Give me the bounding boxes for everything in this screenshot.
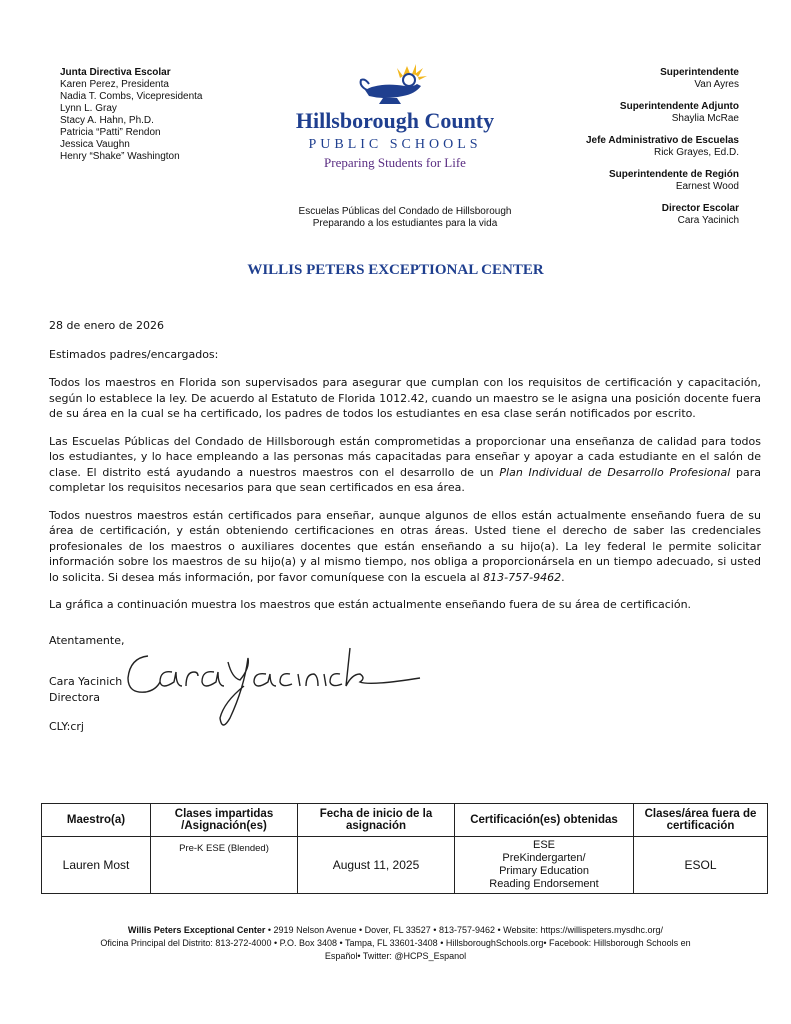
footer-contact: • 2919 Nelson Avenue • Dover, FL 33527 • 813-757-9462 • Website: https://willispeters.mysdhc.org/ <box>265 925 664 935</box>
column-header: Certificación(es) obtenidas <box>455 804 634 837</box>
board-member: Stacy A. Hahn, Ph.D. <box>60 115 154 126</box>
official-name: Rick Grayes, Ed.D. <box>653 147 739 158</box>
footer-school-name: Willis Peters Exceptional Center <box>127 925 266 935</box>
board-member: Jessica Vaughn <box>60 139 130 150</box>
official-name: Shaylia McRae <box>671 113 739 124</box>
official-title: Superintendente <box>660 67 739 78</box>
official-title: Jefe Administrativo de Escuelas <box>585 135 739 146</box>
letter-salutation: Estimados padres/encargados: <box>49 347 219 361</box>
column-header: Clases impartidas /Asignación(es) <box>151 804 298 837</box>
official-entry <box>479 101 739 125</box>
district-logo <box>285 60 505 170</box>
board-member: Nadia T. Combs, Vicepresidenta <box>60 91 203 102</box>
paragraph-text: Las Escuelas Públicas del Condado de Hillsborough están comprometidas a proporcionar una enseñanza de calidad para todos los estudiantes, y lo hace empleando a las personas más capacitadas para enseñar y apoyar a cada estudiante en el salón de clase. El distrito está ayudando a nuestros maestros con el desarrollo de un <box>49 434 761 479</box>
official-name: Earnest Wood <box>675 181 739 192</box>
paragraph-text: para completar los requisitos necesarios para que sean certificados en esa área. <box>49 465 761 494</box>
logo-subtitle: PUBLIC SCHOOLS <box>308 137 482 152</box>
official-title: Superintendente de Región <box>608 169 739 180</box>
page-footer <box>0 924 791 963</box>
letter-paragraph <box>49 508 761 586</box>
certification-table <box>41 803 768 894</box>
teacher-cell: Lauren Most <box>42 837 151 894</box>
footer-line: Español• Twitter: @HCPS_Espanol <box>324 951 467 961</box>
school-title: WILLIS PETERS EXCEPTIONAL CENTER <box>247 262 544 278</box>
table-header-row <box>42 804 768 837</box>
start-date-cell: August 11, 2025 <box>298 837 455 894</box>
letter-paragraph: Todos los maestros en Florida son supervisados para asegurar que cumplan con los requisitos de certificación y capacitación, según lo establece la ley. De acuerdo al Estatuto de Florida 1012.42, cuando un maestro se le asigna una posición docente fuera de su área en la cual se ha certificado, los padres de todos los estudiantes en esa clase serán notificados por escrito. <box>49 376 761 420</box>
certifications-cell <box>455 837 634 894</box>
official-title: Superintendente Adjunto <box>619 101 739 112</box>
board-member: Patricia “Patti” Rendon <box>60 127 161 138</box>
signer-name: Cara Yacinich <box>49 675 123 688</box>
letter-paragraph: La gráfica a continuación muestra los maestros que están actualmente enseñando fuera de su área de certificación. <box>49 598 692 611</box>
letter-initials: CLY:crj <box>49 720 84 733</box>
board-member: Karen Perez, Presidenta <box>60 79 169 90</box>
subtitle-line: Preparando a los estudiantes para la vida <box>312 218 498 229</box>
table-row <box>42 837 768 894</box>
footer-line: Oficina Principal del Distrito: 813-272-4000 • P.O. Box 3408 • Tampa, FL 33601-3408 • HillsboroughSchools.org• Facebook: Hillsborough Schools en <box>100 938 691 948</box>
paragraph-text: Todos nuestros maestros están certificados para enseñar, aunque algunos de ellos están actualmente enseñando fuera de su área de certificación, y están obteniendo certificaciones en otras áreas. Usted tiene el derecho de saber las credenciales profesionales de los maestros o auxiliares docentes que están enseñando a su hijo(a). La ley federal le permite solicitar información sobre los maestros de su hijo(a) y al mismo tiempo, nos obliga a proporcionársela en un tiempo adecuado, si usted lo solicita. Si desea más información, por favor comuníquese con la escuela al <box>49 508 761 584</box>
lamp-icon <box>285 60 505 110</box>
letter-paragraph <box>49 434 761 496</box>
official-entry <box>479 169 739 193</box>
certification-item: ESE <box>532 839 555 851</box>
footer-line <box>0 924 791 937</box>
school-phone: 813-757-9462 <box>483 570 562 584</box>
column-header: Clases/área fuera de certificación <box>634 804 768 837</box>
subtitle-line: Escuelas Públicas del Condado de Hillsborough <box>298 206 512 217</box>
official-entry <box>479 135 739 159</box>
column-header: Maestro(a) <box>42 804 151 837</box>
logo-name: Hillsborough County <box>295 108 495 133</box>
signature-image <box>120 638 440 738</box>
paragraph-text: . <box>561 570 565 584</box>
official-name: Cara Yacinich <box>677 215 739 226</box>
classes-cell: Pre-K ESE (Blended) <box>151 837 298 894</box>
district-subtitle <box>255 206 555 230</box>
certification-item: PreKindergarten/ <box>502 852 586 864</box>
board-heading: Junta Directiva Escolar <box>60 67 171 78</box>
signer-title: Directora <box>49 690 100 704</box>
letter-date: 28 de enero de 2026 <box>49 319 164 332</box>
outside-area-cell: ESOL <box>634 837 768 894</box>
official-entry <box>479 67 739 91</box>
certification-item: Primary Education <box>499 865 589 877</box>
letter-closing: Atentamente, <box>49 633 125 647</box>
certification-item: Reading Endorsement <box>489 878 599 890</box>
column-header: Fecha de inicio de la asignación <box>298 804 455 837</box>
school-board-list <box>60 67 203 163</box>
official-title: Director Escolar <box>661 203 739 214</box>
logo-tagline: Preparing Students for Life <box>324 155 466 170</box>
plan-name: Plan Individual de Desarrollo Profesional <box>499 465 731 479</box>
board-member: Henry “Shake” Washington <box>60 151 180 162</box>
board-member: Lynn L. Gray <box>60 103 117 114</box>
official-name: Van Ayres <box>694 79 739 90</box>
